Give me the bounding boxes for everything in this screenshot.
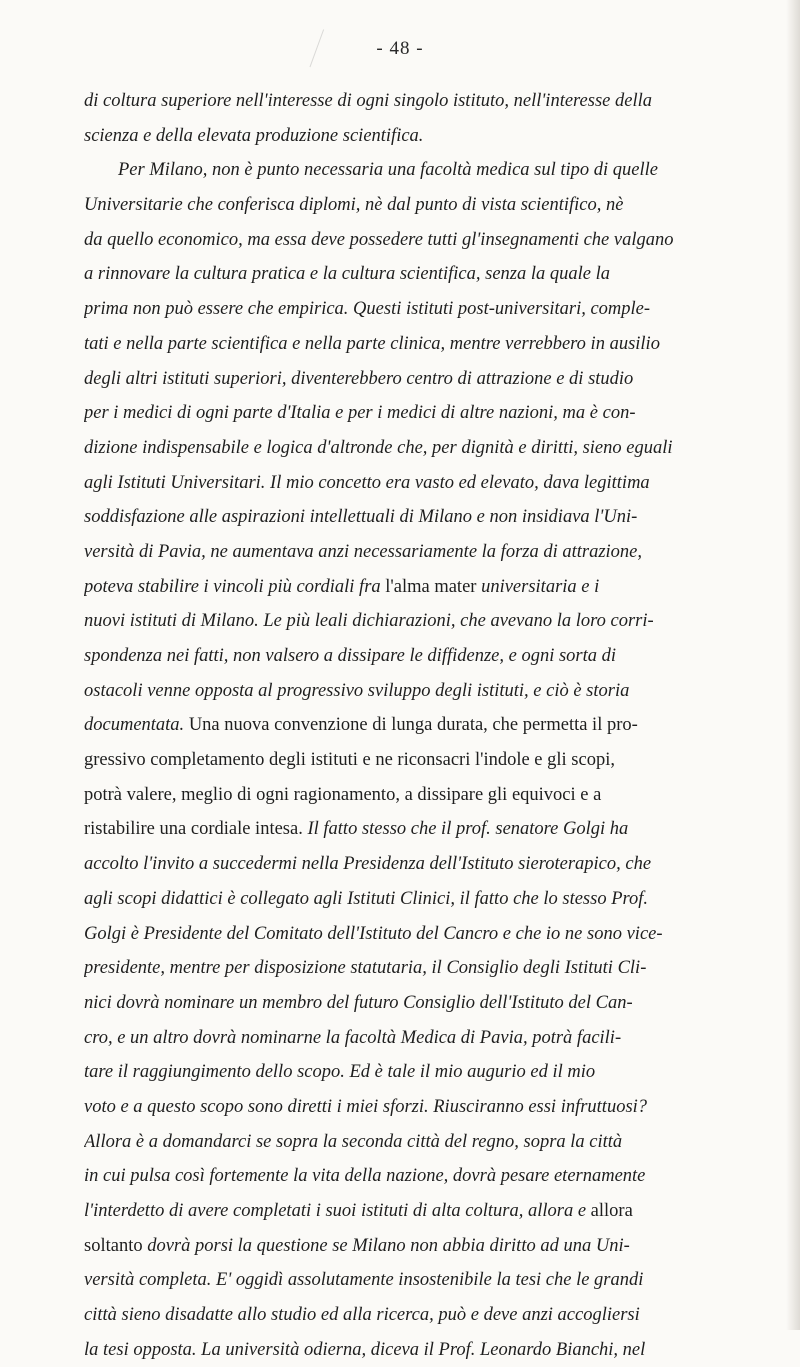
italic-text-run: l'interdetto di avere completati i suoi istituti di alta coltura, allora e [84,1201,591,1221]
italic-text-run: voto e a questo scopo sono diretti i miei sforzi. Riusciranno essi infruttuosi? [84,1096,648,1117]
italic-text-run: accolto l'invito a succedermi nella Presidenza dell'Istituto sieroterapico, che [84,854,652,875]
text-line [84,223,770,258]
italic-text-run: la tesi opposta. La università odierna, diceva il Prof. Leonardo Bianchi, nel [84,1339,646,1360]
text-line [84,882,770,917]
roman-text-run: potrà valere, meglio di ogni ragionamento, a dissipare gli equivoci e a [84,784,602,805]
text-line [84,847,770,882]
italic-text-run: dizione indispensabile e logica d'altronde che, per dignità e diritti, sieno eguali [84,437,673,458]
body-text [84,84,770,1367]
text-line [84,778,770,813]
text-line [84,1125,770,1160]
italic-text-run: a rinnovare la cultura pratica e la cultura scientifica, senza la quale la [84,264,610,285]
italic-text-run: documentata. [84,715,185,736]
roman-text-run: Una nuova convenzione di lunga durata, che permetta il pro- [184,715,638,736]
text-line [84,743,770,778]
text-line [84,1194,770,1229]
text-line [84,986,770,1021]
text-line [84,1298,770,1333]
text-line [84,604,770,639]
italic-text-run: versità di Pavia, ne aumentava anzi necessariamente la forza di attrazione, [84,541,643,562]
italic-text-run: poteva stabilire i vincoli più cordiali fra [84,576,386,597]
text-line [84,1333,770,1367]
text-line [84,1229,770,1264]
text-line [84,570,770,605]
italic-text-run: in cui pulsa così fortemente la vita della nazione, dovrà pesare eternamente [84,1166,646,1187]
text-line [84,257,770,292]
italic-text-run: spondenza nei fatti, non valsero a dissipare le diffidenze, e ogni sorta di [84,646,617,666]
text-line [84,917,770,952]
italic-text-run: soddisfazione alle aspirazioni intellettuali di Milano e non insidiava l'Uni- [84,507,638,528]
italic-text-run: per i medici di ogni parte d'Italia e per i medici di altre nazioni, ma è con- [84,403,636,424]
text-line [84,1055,770,1090]
roman-text-run: ristabilire una cordiale intesa. [84,819,308,840]
italic-text-run: Per Milano, non è punto necessaria una facoltà medica sul tipo di quelle [118,160,659,181]
text-line [84,500,770,535]
roman-text-run: allora [590,1201,633,1221]
italic-text-run: prima non può essere che empirica. Questi istituti post-universitari, comple- [84,299,651,320]
italic-text-run: universitaria e i [476,576,600,597]
text-line [84,119,770,154]
italic-text-run: tare il raggiungimento dello scopo. Ed è tale il mio augurio ed il mio [84,1062,596,1083]
italic-text-run: nici dovrà nominare un membro del futuro Consiglio dell'Istituto del Can- [84,992,633,1013]
text-line [84,292,770,327]
text-line [84,431,770,466]
italic-text-run: dovrà porsi la questione se Milano non abbia diritto ad una Uni- [142,1235,630,1256]
roman-text-run: soltanto [84,1235,143,1256]
italic-text-run: Universitarie che conferisca diplomi, nè dal punto di vista scientifico, nè [84,195,624,216]
italic-text-run: scienza e della elevata produzione scientifica. [84,125,424,146]
italic-text-run: tati e nella parte scientifica e nella parte clinica, mentre verrebbero in ausilio [84,333,660,354]
text-line [84,1021,770,1056]
italic-text-run: Il fatto stesso che il prof. senatore Golgi ha [307,819,629,840]
text-line [84,951,770,986]
italic-text-run: Golgi è Presidente del Comitato dell'Istituto del Cancro e che io ne sono vice- [84,923,663,944]
text-line [84,362,770,397]
text-line [84,708,770,743]
text-line [84,535,770,570]
text-line [84,674,770,709]
page-edge-shadow [786,0,800,1330]
italic-text-run: cro, e un altro dovrà nominarne la facoltà Medica di Pavia, potrà facili- [84,1027,622,1048]
text-line [84,327,770,362]
roman-text-run: l'alma mater [385,576,477,597]
text-line [84,466,770,501]
italic-text-run: di coltura superiore nell'interesse di ogni singolo istituto, nell'interesse della [84,91,652,111]
italic-text-run: da quello economico, ma essa deve possedere tutti gl'insegnamenti che valgano [84,229,674,250]
text-line [84,84,770,119]
text-line [84,639,770,674]
page-number: - 48 - [376,38,424,59]
text-line [84,153,770,188]
italic-text-run: ostacoli venne opposta al progressivo sviluppo degli istituti, e ciò è storia [84,680,630,701]
italic-text-run: agli scopi didattici è collegato agli Istituti Clinici, il fatto che lo stesso Prof. [84,888,649,909]
italic-text-run: degli altri istituti superiori, diventerebbero centro di attrazione e di studio [84,368,634,389]
italic-text-run: nuovi istituti di Milano. Le più leali dichiarazioni, che avevano la loro corri- [84,611,654,632]
italic-text-run: Allora è a domandarci se sopra la seconda città del regno, sopra la città [84,1131,623,1152]
roman-text-run: gressivo completamento degli istituti e ne riconsacri l'indole e gli scopi, [84,750,615,771]
text-line [84,188,770,223]
italic-text-run: presidente, mentre per disposizione statutaria, il Consiglio degli Istituti Cli- [84,958,647,979]
text-line [84,1263,770,1298]
text-line [84,812,770,847]
text-line [84,1159,770,1194]
text-line [84,1090,770,1125]
italic-text-run: versità completa. E' oggidì assolutamente insostenibile la tesi che le grandi [84,1270,644,1291]
italic-text-run: agli Istituti Universitari. Il mio concetto era vasto ed elevato, dava legittima [84,472,650,493]
italic-text-run: città sieno disadatte allo studio ed alla ricerca, può e deve anzi accogliersi [84,1305,640,1326]
text-line [84,396,770,431]
